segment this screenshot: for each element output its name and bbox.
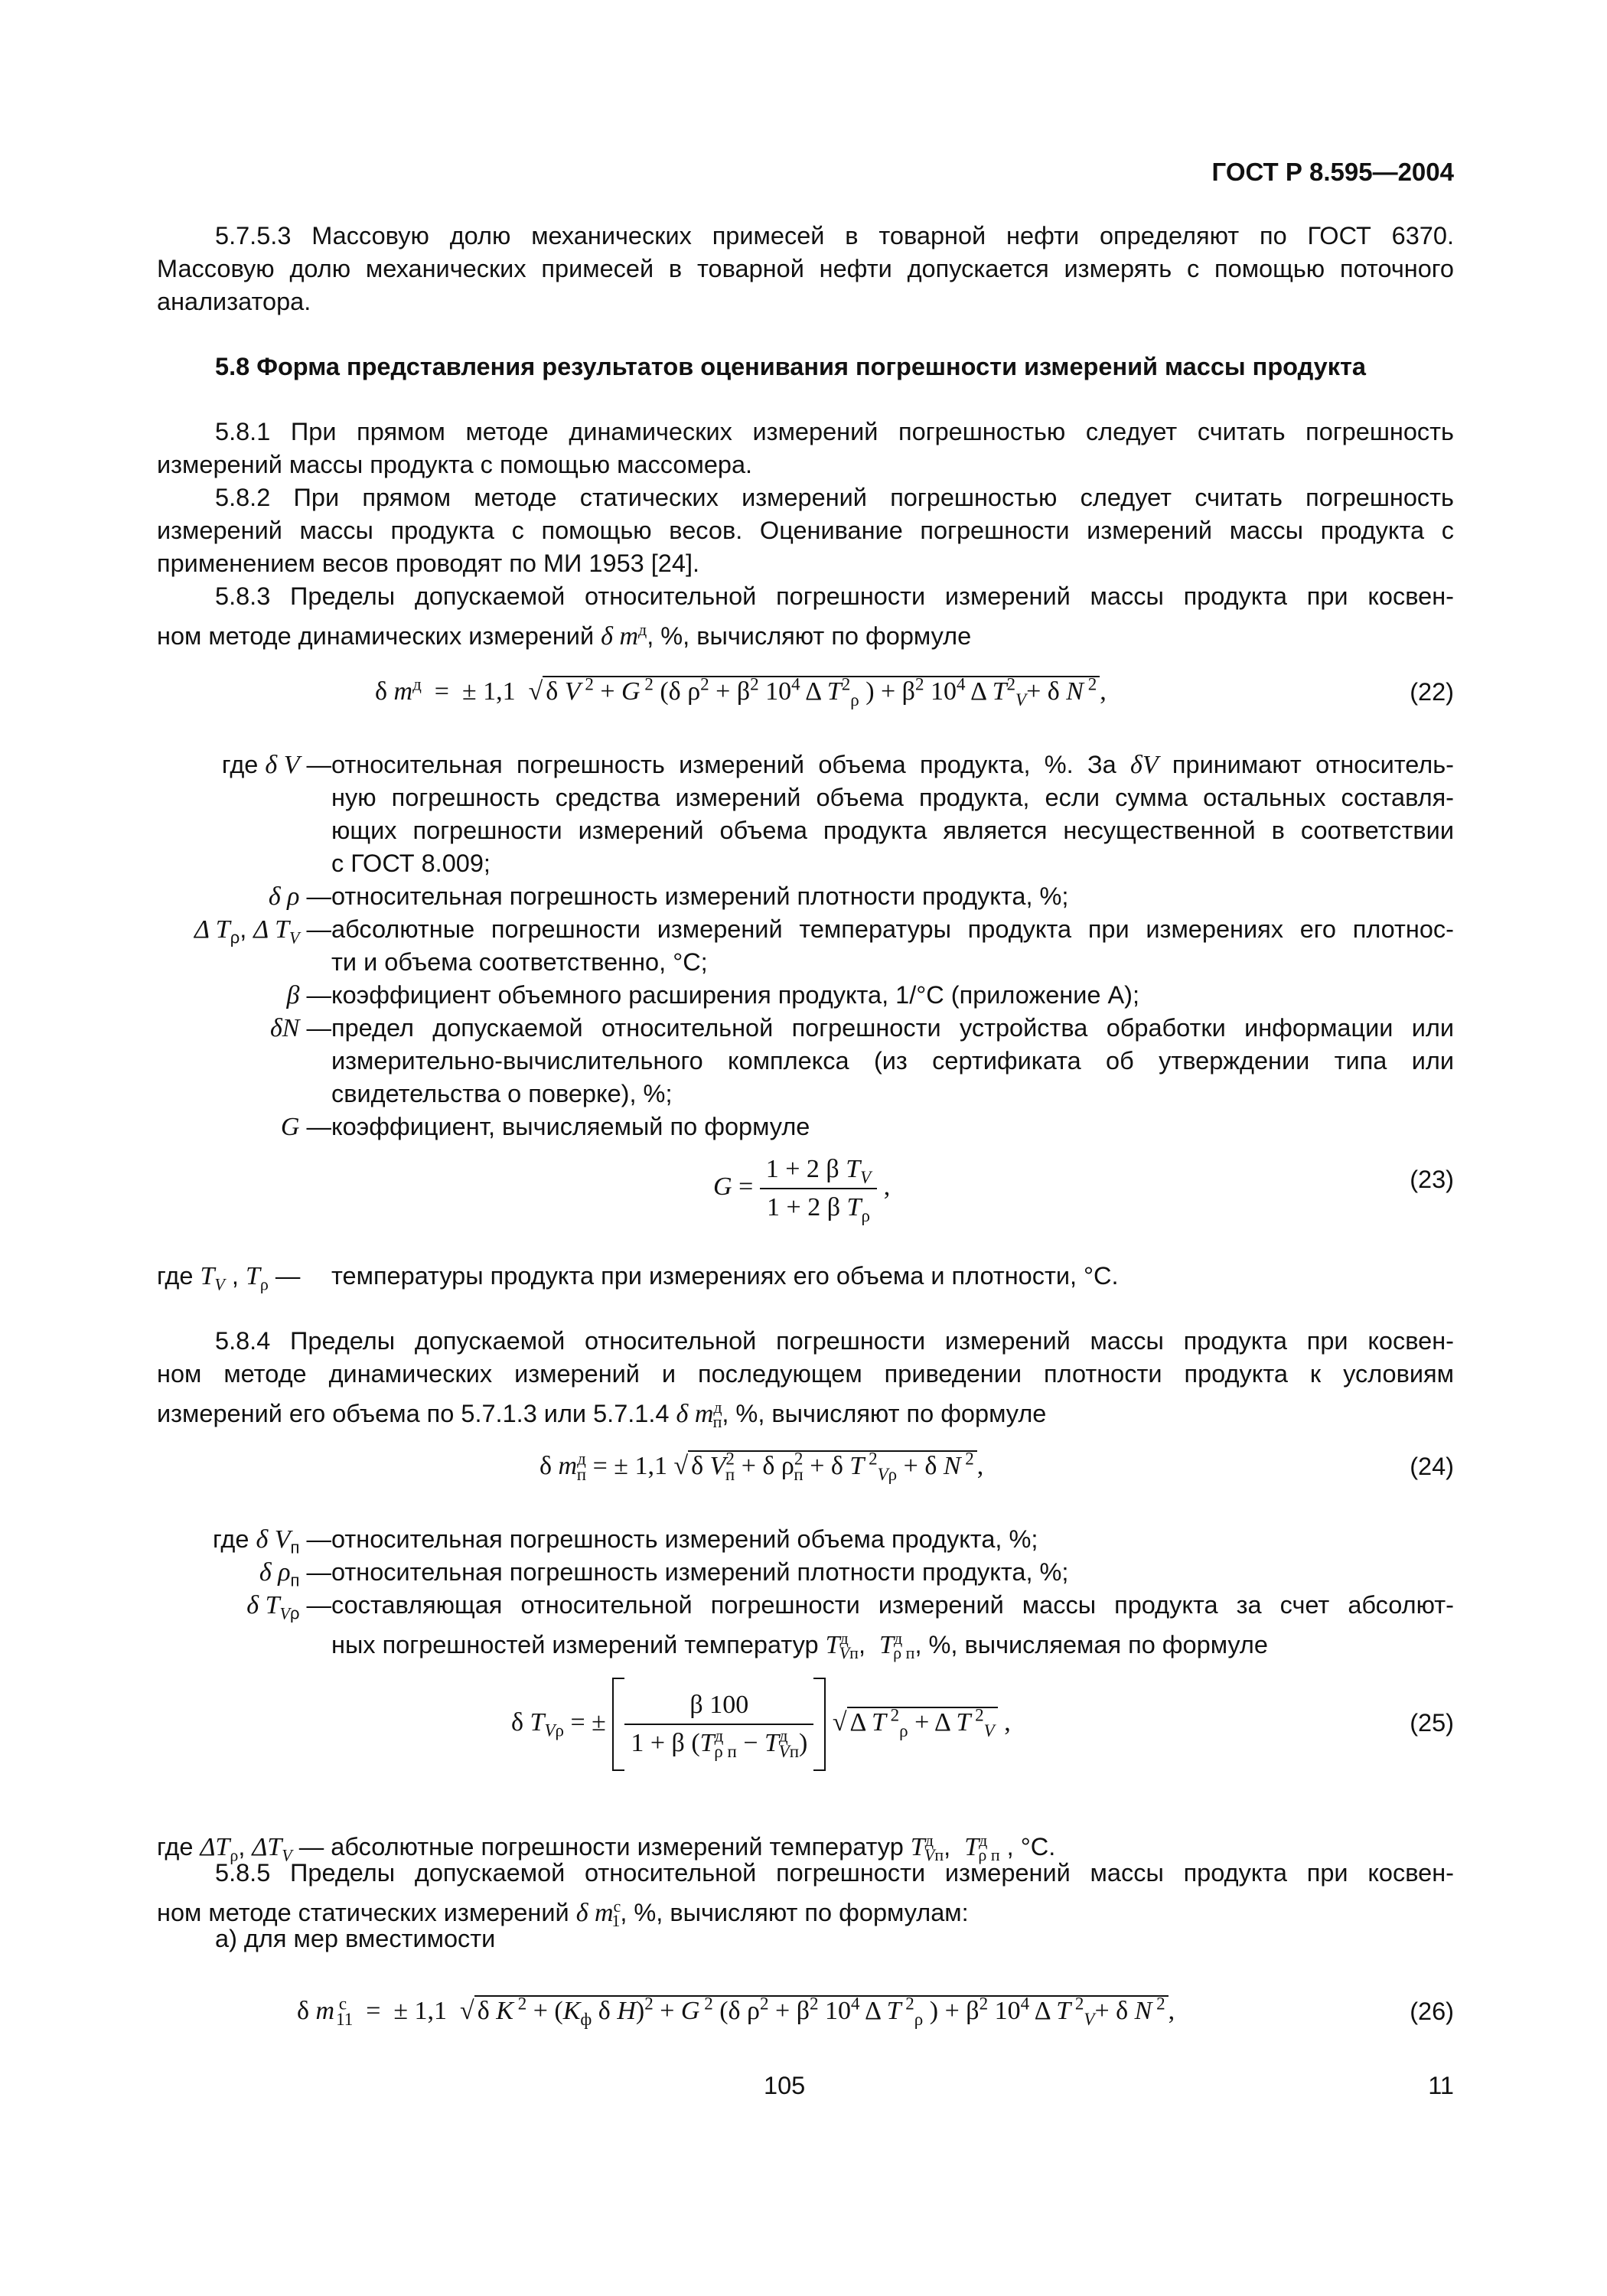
definition-text: относительная погрешность измерений плотности продукта, %;: [331, 882, 1069, 910]
definition-text: температуры продукта при измерениях его объема и плотности, °С.: [331, 1262, 1119, 1290]
formula-24: δ $m^д_п$ = ± 1,1 √ δ $V^2_п + \delta$ $\rho^2_п + \delta$ T $^2_{V\rho}$ + δ N $^2$ ,: [539, 1449, 984, 1484]
definition-text: относительная погрешность измерений объема продукта, %;: [331, 1525, 1038, 1553]
definition-text: с ГОСТ 8.009;: [331, 850, 491, 877]
formula-23: G = $\frac{1 + 2 \beta T_V}{1 + 2 \beta T_\rho}$ ,: [713, 1155, 891, 1225]
definition-text: ных погрешностей измерений температур $T^д_{Vп}$, $T^д_{\rho п}$, %, вычисляемая по формуле: [331, 1629, 1268, 1663]
definition-text: относительная погрешность измерений плотности продукта, %;: [331, 1558, 1069, 1586]
formula-25: δ $T_{V\rho}$ = ± $\frac{\beta 100}{1 + \beta (T^д_{\rho п} - T^д_{Vп})}$ √ Δ T $^2_\rho$ + Δ T $^2_V$ ,: [511, 1678, 1011, 1771]
paragraph-line: измерений массы продукта с помощью весов. Оценивание погрешности измерений массы продукта с: [157, 517, 1454, 544]
definition-label: δ $\rho_п$ —: [259, 1558, 331, 1590]
paragraph-line: ном методе динамических измерений и последующем приведении плотности продукта к условиям: [157, 1360, 1454, 1388]
definition-text: коэффициент объемного расширения продукта, 1/°С (приложение А);: [331, 981, 1140, 1009]
definition-label: G —: [280, 1113, 331, 1141]
definition-text: предел допускаемой относительной погрешности устройства обработки информации или: [331, 1014, 1454, 1042]
definition-text: относительная погрешность измерений объема продукта, %. За δV принимают относитель-: [331, 751, 1454, 779]
paragraph-line: а) для мер вместимости: [215, 1925, 496, 1952]
paragraph-line: 5.8.5 Пределы допускаемой относительной погрешности измерений массы продукта при косвен-: [215, 1859, 1454, 1887]
definition-label: где $T_V$ , $T_\rho$ —: [157, 1262, 301, 1294]
paragraph-line: 5.8.3 Пределы допускаемой относительной погрешности измерений массы продукта при косвен-: [215, 582, 1454, 610]
definition-text: коэффициент, вычисляемый по формуле: [331, 1113, 810, 1140]
definition-text: абсолютные погрешности измерений температуры продукта при измерениях его плотнос-: [331, 915, 1454, 943]
paragraph-line: измерений его объема по 5.7.1.3 или 5.7.1.4 δ $m^д_п$, %, вычисляют по формуле: [157, 1397, 1047, 1432]
definition-label: β —: [286, 981, 331, 1009]
paragraph-line: ном методе статических измерений δ $m^с_1$, %, вычисляют по формулам:: [157, 1896, 969, 1931]
definition-line: где $\Delta T_\rho$, $\Delta T_V$ — абсолютные погрешности измерений температур $T^д_{Vп}$, $T^д_{\rho п}$ , °С.: [157, 1831, 1056, 1865]
paragraph-line: применением весов проводят по МИ 1953 [24].: [157, 550, 700, 577]
definition-label: где δ V —: [221, 751, 331, 779]
page-number-center: 105: [764, 2072, 806, 2099]
paragraph-line: 5.8.4 Пределы допускаемой относительной погрешности измерений массы продукта при косвен-: [215, 1327, 1454, 1355]
definition-text: ную погрешность средства измерений объема продукта, если сумма остальных составля-: [331, 784, 1454, 811]
formula-22: δ $m^д$ = ± 1,1 √ δ V $^2$ + G $^2$ (δ $\rho^2 + \beta^2$ $10^4$ Δ $T^2_\rho$ ) + $\beta^2$ $10^4$ Δ $T^2_V+ \delta$ N $^2$ ,: [375, 674, 1107, 709]
equation-number: (26): [1410, 1998, 1454, 2025]
definition-label: δ $T_{V\rho}$ —: [246, 1591, 331, 1623]
definition-label: Δ $T_\rho$, Δ $T_V$ —: [194, 915, 331, 947]
definition-text: ющих погрешности измерений объема продукта является несущественной в соответствии: [331, 817, 1454, 844]
section-heading: 5.8 Форма представления результатов оценивания погрешности измерений массы продукта: [215, 353, 1366, 380]
formula-26: δ m $^с_{11}$ = ± 1,1 √ δ K $^2 + (K_ф$ δ H)$^2$ + G $^2$ (δ $\rho^2 + \beta^2$ $10^4$ Δ T $^2_\rho$ ) + $\beta^2$ $10^4$ Δ T $^2_V$+ δ N $^2$ ,: [297, 1994, 1175, 2029]
definition-text: измерительно-вычислительного комплекса (из сертификата об утверждении типа или: [331, 1047, 1454, 1075]
definition-text: ти и объема соответственно, °С;: [331, 948, 708, 976]
equation-number: (24): [1410, 1453, 1454, 1480]
page-number-right: 11: [1428, 2072, 1454, 2099]
paragraph-line: 5.8.1 При прямом методе динамических измерений погрешностью следует считать погрешность: [215, 418, 1454, 445]
document-header: ГОСТ Р 8.595—2004: [1211, 158, 1454, 186]
definition-text: составляющая относительной погрешности измерений массы продукта за счет абсолют-: [331, 1591, 1454, 1619]
definition-label: δN —: [269, 1014, 331, 1042]
equation-number: (23): [1410, 1166, 1454, 1193]
paragraph-line: Массовую долю механических примесей в товарной нефти допускается измерять с помощью поточного: [157, 255, 1454, 282]
definition-label: где δ $V_п$ —: [213, 1525, 331, 1557]
paragraph-line: 5.7.5.3 Массовую долю механических примесей в товарной нефти определяют по ГОСТ 6370.: [215, 222, 1454, 249]
definition-label: δ ρ —: [268, 882, 331, 911]
paragraph-line: 5.8.2 При прямом методе статических измерений погрешностью следует считать погрешность: [215, 484, 1454, 511]
equation-number: (25): [1410, 1709, 1454, 1737]
paragraph-line: ном методе динамических измерений δ $m^д$, %, вычисляют по формуле: [157, 620, 972, 651]
paragraph-line: измерений массы продукта с помощью массомера.: [157, 451, 753, 478]
definition-text: свидетельства о поверке), %;: [331, 1080, 673, 1107]
paragraph-line: анализатора.: [157, 288, 311, 315]
equation-number: (22): [1410, 678, 1454, 706]
